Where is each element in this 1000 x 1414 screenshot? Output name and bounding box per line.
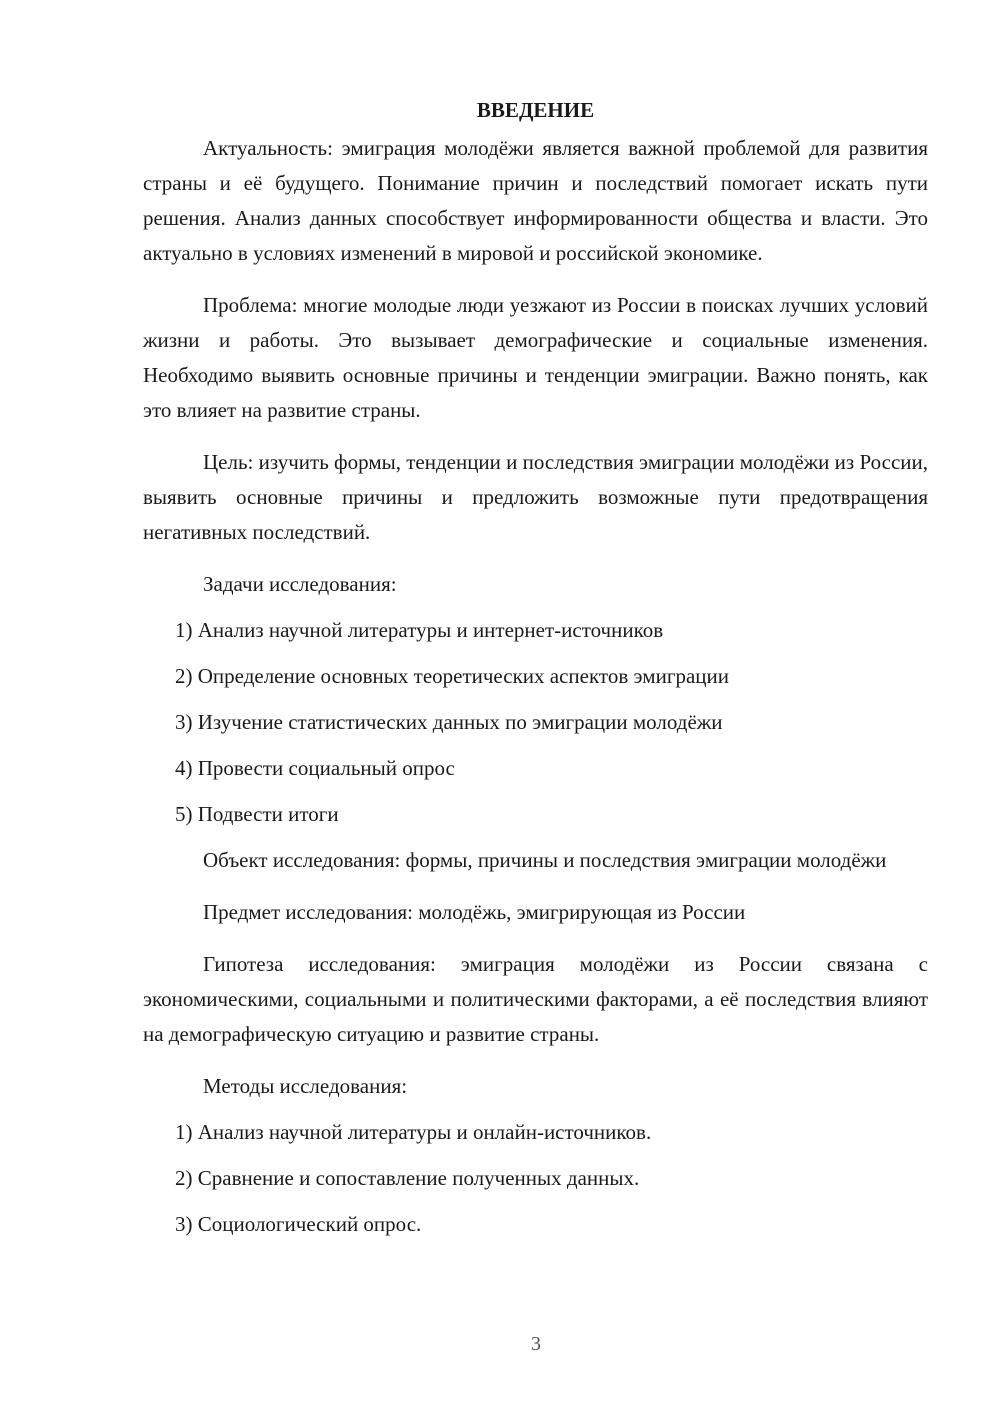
tasks-heading: Задачи исследования: — [203, 572, 397, 596]
object-paragraph: Объект исследования: формы, причины и последствия эмиграции молодёжи — [203, 848, 887, 872]
subject-paragraph: Предмет исследования: молодёжь, эмигрирующая из России — [203, 900, 746, 924]
page-title: ВВЕДЕНИЕ — [476, 98, 595, 122]
document-page — [143, 95, 928, 1253]
goal-paragraph: Цель: изучить формы, тенденции и последствия эмиграции молодёжи из России, выявить основные причины и предложить возможные пути предотвращения негативных последствий. — [143, 450, 928, 544]
task-item-1: 1) Анализ научной литературы и интернет-источников — [175, 618, 664, 642]
page-number: 3 — [531, 1333, 541, 1355]
hypothesis-paragraph: Гипотеза исследования: эмиграция молодёжи из России связана с экономическими, социальными и политическими факторами, а её последствия влияют на демографическую ситуацию и развитие страны. — [143, 952, 928, 1046]
problem-paragraph: Проблема: многие молодые люди уезжают из России в поисках лучших условий жизни и работы. Это вызывает демографические и социальные изменения. Необходимо выявить основные причины и тенденции эмиграции. Важно понять, как это влияет на развитие страны. — [143, 293, 928, 422]
relevance-paragraph: Актуальность: эмиграция молодёжи является важной проблемой для развития страны и её будущего. Понимание причин и последствий помогает искать пути решения. Анализ данных способствует информированности общества и власти. Это актуально в условиях изменений в мировой и российской экономике. — [143, 136, 928, 265]
task-item-5: 5) Подвести итоги — [175, 802, 339, 826]
task-item-2: 2) Определение основных теоретических аспектов эмиграции — [175, 664, 729, 688]
method-item-1: 1) Анализ научной литературы и онлайн-источников. — [175, 1120, 652, 1144]
methods-heading: Методы исследования: — [203, 1074, 408, 1098]
task-item-3: 3) Изучение статистических данных по эмиграции молодёжи — [175, 710, 723, 734]
task-item-4: 4) Провести социальный опрос — [175, 756, 455, 780]
method-item-2: 2) Сравнение и сопоставление полученных данных. — [175, 1166, 640, 1190]
method-item-3: 3) Социологический опрос. — [175, 1212, 422, 1236]
